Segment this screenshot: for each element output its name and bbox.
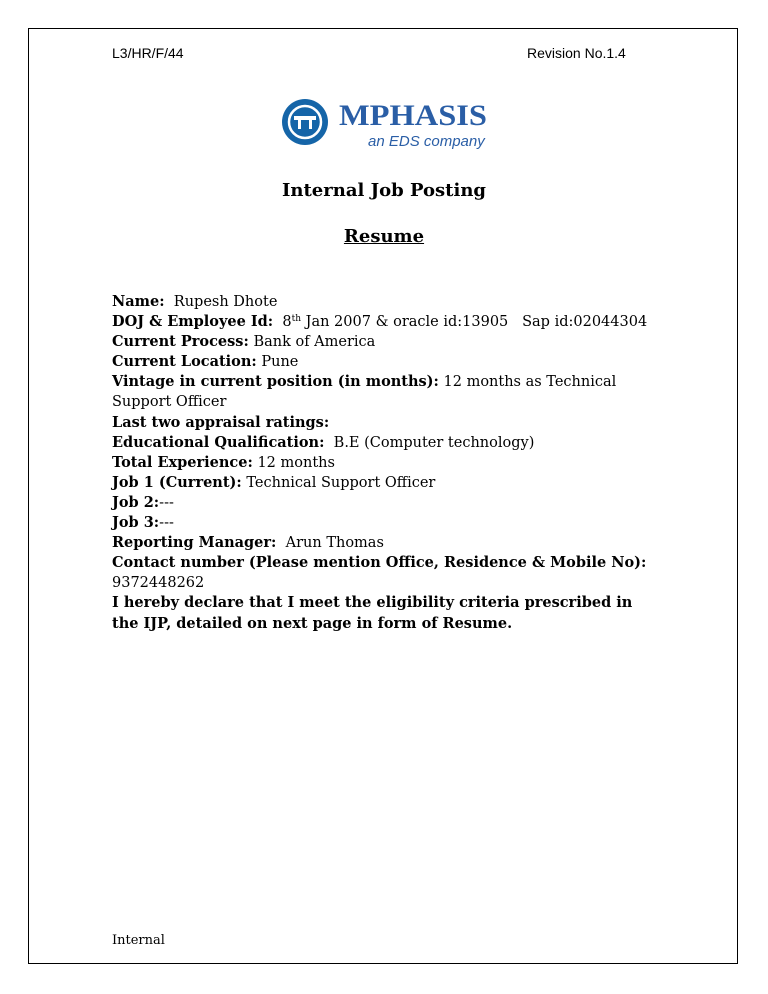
logo-tagline: an EDS company bbox=[368, 133, 485, 150]
footer-label: Internal bbox=[112, 933, 165, 948]
page-title: Internal Job Posting bbox=[281, 180, 486, 201]
field-job-1: Job 1 (Current): Technical Support Officer bbox=[112, 473, 436, 491]
field-job-3: Job 3:--- bbox=[112, 514, 174, 532]
field-education: Educational Qualification: B.E (Computer technology) bbox=[112, 433, 535, 451]
declaration-text: I hereby declare that I meet the eligibility criteria prescribed in the IJP, detailed on next page in form of Resume. bbox=[112, 594, 633, 632]
section-title: Resume bbox=[343, 226, 425, 247]
field-reporting-manager: Reporting Manager: Arun Thomas bbox=[112, 534, 384, 552]
mphasis-logo bbox=[281, 96, 491, 152]
field-current-location: Current Location: Pune bbox=[112, 353, 299, 371]
field-vintage: Vintage in current position (in months): 12 months as Technical Support Officer bbox=[112, 373, 617, 411]
field-job-2: Job 2:--- bbox=[112, 493, 174, 511]
field-name: Name: Rupesh Dhote bbox=[112, 293, 278, 310]
field-contact-value: 9372448262 bbox=[112, 575, 205, 592]
field-total-experience: Total Experience: 12 months bbox=[112, 453, 335, 471]
field-contact-label: Contact number (Please mention Office, Residence & Mobile No): bbox=[112, 554, 647, 572]
revision-number: Revision No.1.4 bbox=[527, 45, 626, 61]
resume-fields bbox=[112, 292, 652, 634]
field-current-process: Current Process: Bank of America bbox=[112, 333, 376, 351]
field-appraisal-ratings: Last two appraisal ratings: bbox=[112, 413, 330, 431]
document-code: L3/HR/F/44 bbox=[112, 45, 184, 61]
field-doj: DOJ & Employee Id: 8th Jan 2007 & oracle id:13905 Sap id:02044304 bbox=[112, 313, 648, 331]
logo-name: MPHASIS bbox=[339, 99, 487, 132]
